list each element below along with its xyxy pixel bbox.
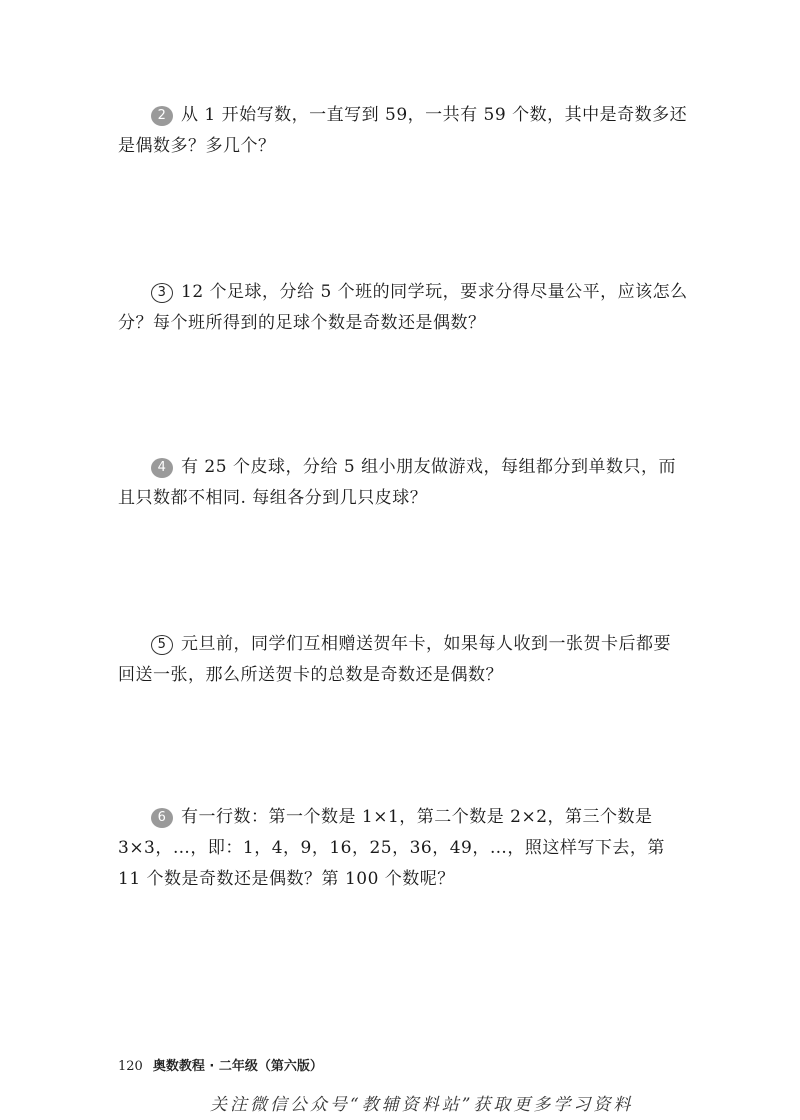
problem-text: 元旦前，同学们互相赠送贺年卡，如果每人收到一张贺卡后都要回送一张，那么所送贺卡的总数是奇数还是偶数？ — [118, 634, 671, 685]
problem-6 — [118, 802, 688, 895]
problem-text: 从 1 开始写数，一直写到 59，一共有 59 个数，其中是奇数多还是偶数多？多几个？ — [118, 105, 688, 156]
problem-number-badge: 5 — [151, 635, 173, 655]
problem-3 — [118, 277, 688, 339]
problem-number-badge: 4 — [151, 458, 173, 478]
problem-4 — [118, 452, 688, 514]
page-number: 120 — [118, 1059, 143, 1074]
book-title: 奥数教程 · 二年级（第六版） — [152, 1059, 323, 1074]
problem-number-badge: 6 — [151, 808, 173, 828]
problem-text: 12 个足球，分给 5 个班的同学玩，要求分得尽量公平，应该怎么分？每个班所得到的足球个数是奇数还是偶数？ — [118, 282, 688, 333]
problem-text: 有 25 个皮球，分给 5 组小朋友做游戏，每组都分到单数只，而且只数都不相同. 每组各分到几只皮球？ — [118, 457, 677, 508]
problem-number-badge: 2 — [151, 106, 173, 126]
page-footer — [118, 1055, 323, 1074]
problem-text: 有一行数：第一个数是 1×1，第二个数是 2×2，第三个数是 3×3，…，即：1，4，9，16，25，36，49，…，照这样写下去，第 11 个数是奇数还是偶数？第 100 个数呢？ — [118, 807, 665, 889]
problem-5 — [118, 629, 688, 691]
problem-2 — [118, 100, 688, 162]
problem-number-badge: 3 — [151, 283, 173, 303]
watermark-text: 关注微信公众号“教辅资料站”获取更多学习资料 — [210, 1095, 634, 1115]
